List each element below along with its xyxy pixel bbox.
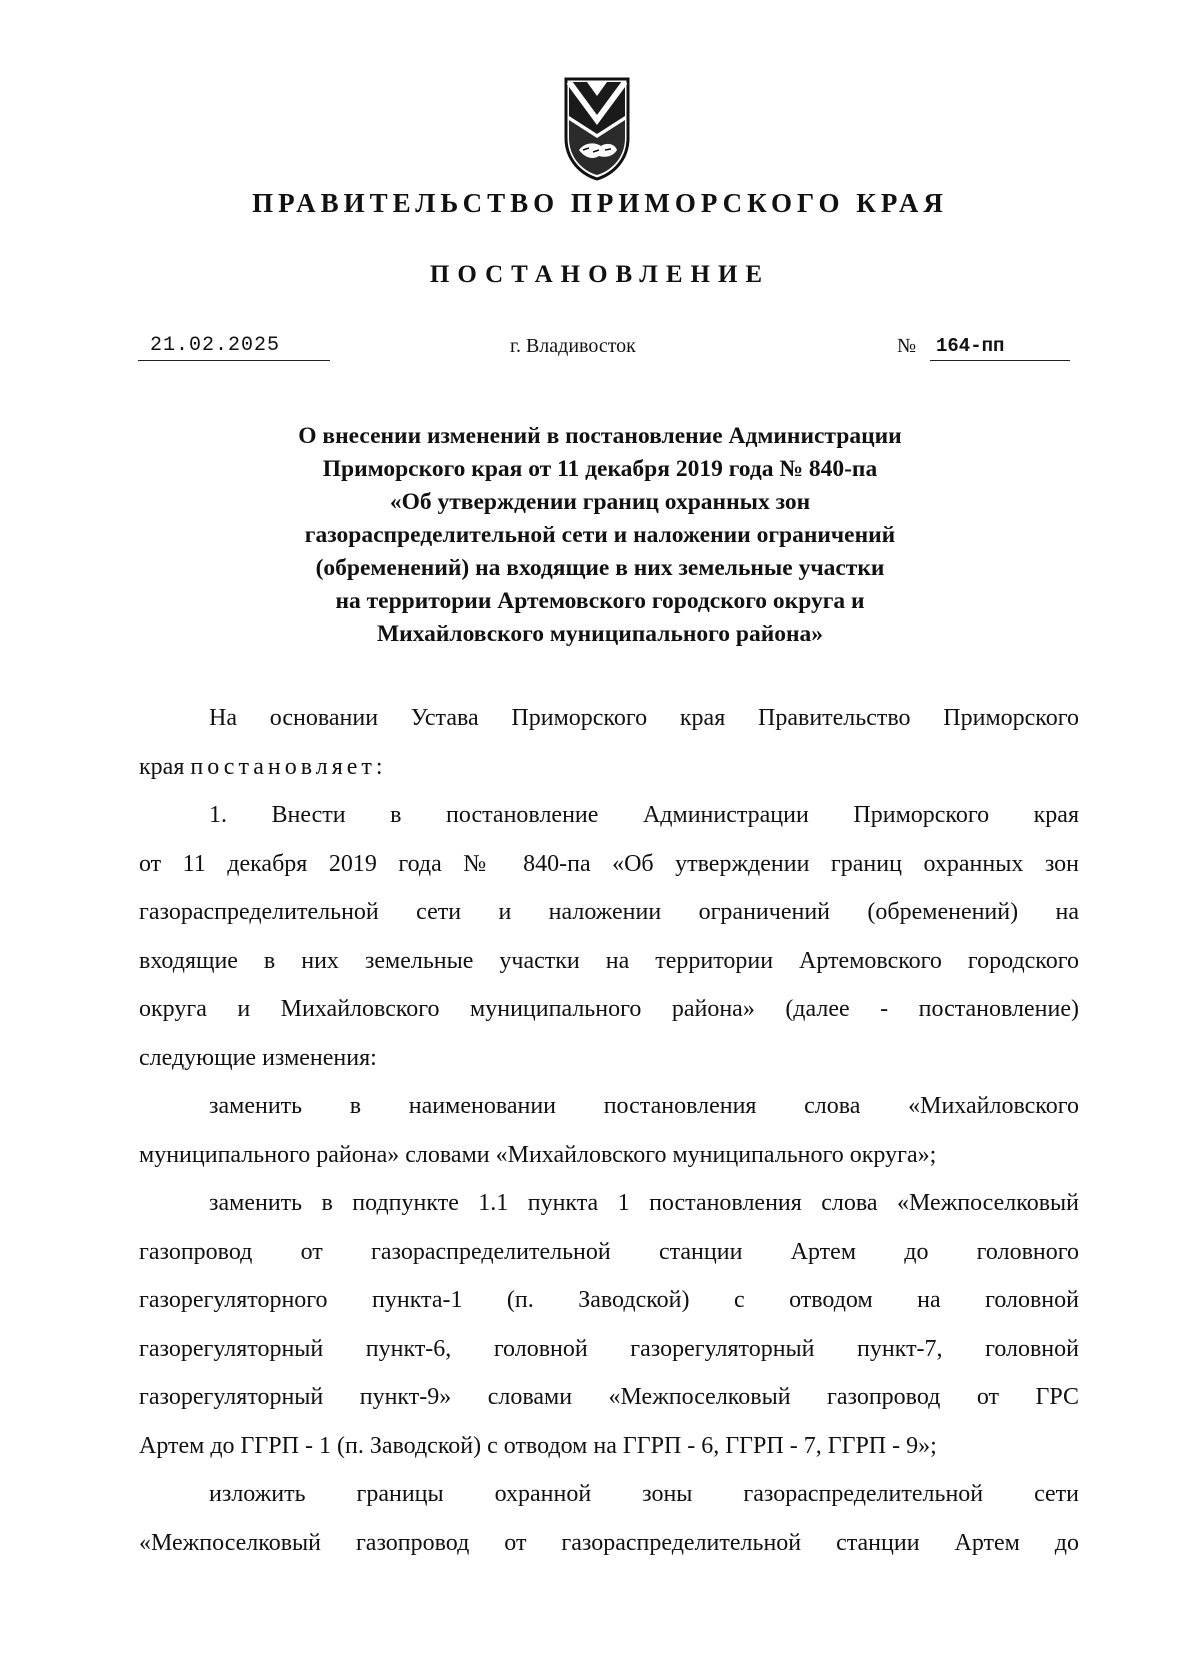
- title-line: «Об утверждении границ охранных зон: [389, 489, 811, 515]
- body-line: входящие в них земельные участки на территории Артемовского городского: [139, 947, 1079, 974]
- body-line: [139, 749, 1079, 798]
- body-line: 1. Внести в постановление Администрации Приморского края: [209, 802, 1079, 828]
- body-line: газораспределительной сети и наложении ограничений (обременений) на: [139, 899, 1079, 925]
- body-line: изложить границы охранной зоны газораспределительной сети: [209, 1481, 1079, 1507]
- body-text: края: [139, 753, 185, 780]
- document-title: [200, 420, 1000, 651]
- coat-of-arms-icon: [563, 76, 631, 182]
- title-line: на территории Артемовского городского округа и: [335, 588, 865, 614]
- number-sign: №: [897, 335, 917, 357]
- body-line: заменить в подпункте 1.1 пункта 1 постановления слова «Межпоселковый: [209, 1190, 1079, 1216]
- title-line: О внесении изменений в постановление Администрации: [298, 423, 902, 449]
- body-line: газорегуляторный пункт-6, головной газорегуляторный пункт-7, головной: [139, 1335, 1079, 1362]
- body-line: На основании Устава Приморского края Правительство Приморского: [209, 705, 1079, 731]
- document-city: г. Владивосток: [510, 335, 636, 357]
- issuing-authority: ПРАВИТЕЛЬСТВО ПРИМОРСКОГО КРАЯ: [252, 188, 948, 218]
- document-date: 21.02.2025: [138, 332, 330, 361]
- title-line: (обременений) на входящие в них земельные участки: [315, 555, 885, 581]
- body-emphasis: постановляет:: [190, 753, 387, 780]
- title-line: газораспределительной сети и наложении ограничений: [304, 522, 896, 548]
- body-line: от 11 декабря 2019 года № 840-па «Об утверждении границ охранных зон: [139, 850, 1079, 877]
- body-line: заменить в наименовании постановления слова «Михайловского: [209, 1093, 1079, 1119]
- body-line: газопровод от газораспределительной станции Артем до головного: [139, 1238, 1079, 1265]
- title-line: Приморского края от 11 декабря 2019 года № 840-па: [322, 456, 878, 482]
- body-line: Артем до ГГРП - 1 (п. Заводской) с отводом на ГГРП - 6, ГГРП - 7, ГГРП - 9»;: [139, 1432, 937, 1459]
- body-line: газорегуляторного пункта-1 (п. Заводской) с отводом на головной: [139, 1287, 1079, 1313]
- document-meta-row: [0, 332, 1200, 366]
- title-line: Михайловского муниципального района»: [376, 621, 824, 647]
- body-line: муниципального района» словами «Михайловского муниципального округа»;: [139, 1141, 937, 1168]
- body-line: следующие изменения:: [139, 1044, 377, 1071]
- document-body: [139, 700, 1079, 1573]
- document-number: 164-пп: [930, 332, 1070, 361]
- body-line: округа и Михайловского муниципального района» (далее - постановление): [139, 996, 1079, 1022]
- body-line: газорегуляторный пункт-9» словами «Межпоселковый газопровод от ГРС: [139, 1384, 1079, 1410]
- body-line: «Межпоселковый газопровод от газораспределительной станции Артем до: [139, 1529, 1079, 1556]
- document-type: ПОСТАНОВЛЕНИЕ: [429, 261, 771, 288]
